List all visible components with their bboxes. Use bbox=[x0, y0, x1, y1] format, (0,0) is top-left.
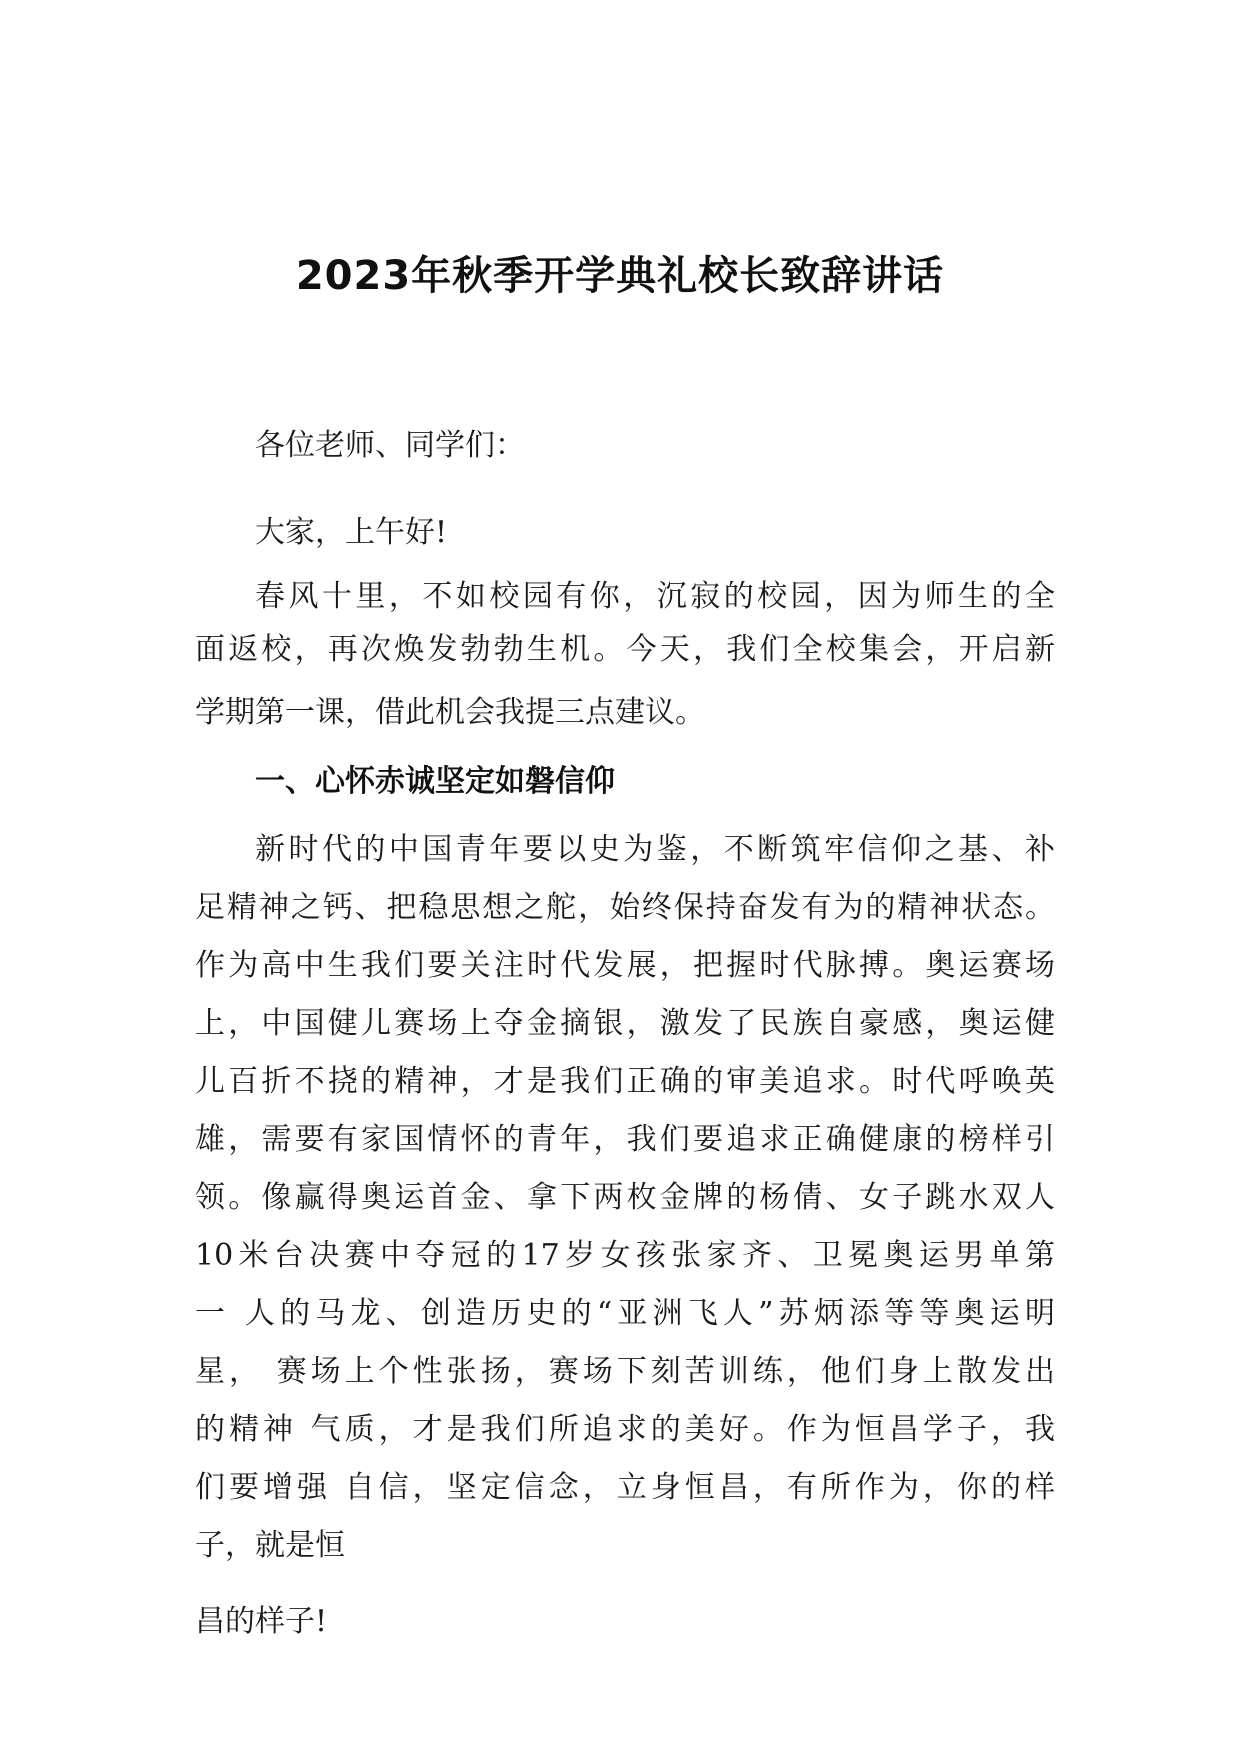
body-line: 一 人的马龙、创造历史的“亚洲飞人”苏炳添等等奥运明 bbox=[195, 1296, 1055, 1331]
body-line: 上，中国健儿赛场上夺金摘银，激发了民族自豪感，奥运健 bbox=[195, 1006, 1055, 1041]
body-line: 子，就是恒 bbox=[195, 1528, 345, 1563]
intro-line: 春风十里，不如校园有你，沉寂的校园，因为师生的全 bbox=[255, 579, 1055, 614]
intro-line: 学期第一课，借此机会我提三点建议。 bbox=[195, 695, 705, 730]
body-line: 新时代的中国青年要以史为鉴，不断筑牢信仰之基、补 bbox=[255, 832, 1055, 867]
body-line: 们要增强 自信，坚定信念，立身恒昌，有所作为，你的样 bbox=[195, 1470, 1055, 1505]
body-line: 足精神之钙、把稳思想之舵，始终保持奋发有为的精神状态。 bbox=[195, 890, 1055, 925]
body-line: 10米台决赛中夺冠的17岁女孩张家齐、卫冕奥运男单第 bbox=[195, 1238, 1055, 1273]
intro-line: 面返校，再次焕发勃勃生机。今天，我们全校集会，开启新 bbox=[195, 632, 1055, 667]
body-line: 的精神 气质，才是我们所追求的美好。作为恒昌学子，我 bbox=[195, 1412, 1055, 1447]
greeting: 大家，上午好! bbox=[255, 515, 448, 550]
body-line: 雄，需要有家国情怀的青年，我们要追求正确健康的榜样引 bbox=[195, 1122, 1055, 1157]
body-line: 儿百折不挠的精神，才是我们正确的审美追求。时代呼唤英 bbox=[195, 1064, 1055, 1099]
document-title: 2023年秋季开学典礼校长致辞讲话 bbox=[295, 253, 945, 299]
body-line: 领。像赢得奥运首金、拿下两枚金牌的杨倩、女子跳水双人 bbox=[195, 1180, 1055, 1215]
body-line: 昌的样子! bbox=[195, 1604, 328, 1639]
salutation: 各位老师、同学们： bbox=[255, 428, 525, 463]
body-line: 作为高中生我们要关注时代发展，把握时代脉搏。奥运赛场 bbox=[195, 948, 1055, 983]
section-heading: 一、心怀赤诚坚定如磐信仰 bbox=[255, 764, 615, 799]
body-line: 星， 赛场上个性张扬，赛场下刻苦训练，他们身上散发出 bbox=[195, 1354, 1055, 1389]
